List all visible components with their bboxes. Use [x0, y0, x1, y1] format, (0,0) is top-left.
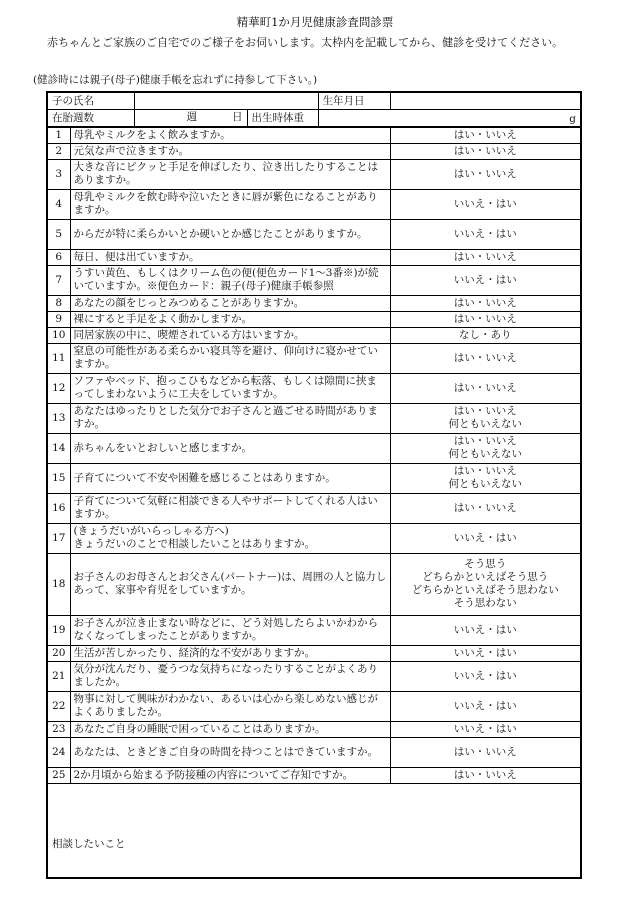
question-number: 7 — [48, 265, 70, 295]
answer-options[interactable]: いいえ・はい — [390, 661, 580, 691]
answer-options[interactable]: はい・いいえ — [390, 767, 580, 783]
question-row — [48, 343, 580, 373]
answer-options[interactable]: はい・いいえ — [390, 295, 580, 311]
questionnaire-table — [48, 93, 580, 832]
question-number: 14 — [48, 433, 70, 463]
consult-field[interactable] — [48, 783, 580, 832]
question-number: 13 — [48, 403, 70, 433]
gestation-label: 在胎週数 — [48, 110, 134, 128]
question-number: 1 — [48, 127, 70, 143]
question-number: 19 — [48, 615, 70, 645]
question-text: 2か月頃から始まる予防接種の内容についてご存知ですか。 — [70, 767, 390, 783]
question-number: 18 — [48, 553, 70, 615]
child-name-row — [48, 93, 580, 110]
question-text: 子育てについて不安や困難を感じることはありますか。 — [70, 463, 390, 493]
answer-options[interactable]: はい・いいえ — [390, 311, 580, 327]
answer-options[interactable]: いいえ・はい — [390, 691, 580, 721]
child-name-label: 子の氏名 — [48, 93, 134, 110]
question-text: 気分が沈んだり、憂うつな気持ちになったりすることがよくありましたか。 — [70, 661, 390, 691]
consult-row — [48, 783, 580, 832]
question-text: 毎日、便は出ていますか。 — [70, 249, 390, 265]
question-row — [48, 523, 580, 553]
answer-options[interactable]: いいえ・はい — [390, 189, 580, 219]
form-frame — [46, 91, 582, 879]
question-number: 23 — [48, 721, 70, 737]
answer-options[interactable]: はい・いいえ — [390, 143, 580, 159]
question-number: 6 — [48, 249, 70, 265]
answer-options[interactable]: はい・いいえ — [390, 343, 580, 373]
birth-weight-field[interactable] — [318, 110, 580, 128]
question-number: 10 — [48, 327, 70, 343]
answer-options[interactable]: いいえ・はい — [390, 265, 580, 295]
question-row — [48, 327, 580, 343]
answer-options[interactable]: いいえ・はい — [390, 615, 580, 645]
question-text: 母乳やミルクを飲む時や泣いたときに唇が紫色になることがありますか。 — [70, 189, 390, 219]
question-text: 子育てについて気軽に相談できる人やサポートしてくれる人はいますか。 — [70, 493, 390, 523]
answer-options[interactable]: はい・いいえ — [390, 373, 580, 403]
question-text: 元気な声で泣きますか。 — [70, 143, 390, 159]
question-row — [48, 249, 580, 265]
question-row — [48, 661, 580, 691]
question-text: お子さんのお母さんとお父さん(パートナー)は、周囲の人と協力しあって、家事や育児をしていますか。 — [70, 553, 390, 615]
question-text: 裸にすると手足をよく動かしますか。 — [70, 311, 390, 327]
question-text: 生活が苦しかったり、経済的な不安がありますか。 — [70, 645, 390, 661]
gestation-field[interactable] — [134, 110, 247, 128]
question-row — [48, 433, 580, 463]
question-number: 4 — [48, 189, 70, 219]
question-number: 9 — [48, 311, 70, 327]
question-text: あなたの顔をじっとみつめることがありますか。 — [70, 295, 390, 311]
question-number: 21 — [48, 661, 70, 691]
question-row — [48, 691, 580, 721]
question-row — [48, 189, 580, 219]
answer-options[interactable]: はい・いいえ — [390, 127, 580, 143]
question-row — [48, 295, 580, 311]
question-text: (きょうだいがいらっしゃる方へ) きょうだいのことで相談したいことはありますか。 — [70, 523, 390, 553]
answer-options[interactable]: いいえ・はい — [390, 721, 580, 737]
answer-options[interactable]: なし・あり — [390, 327, 580, 343]
answer-options[interactable]: そう思う どちらかといえばそう思う どちらかといえばそう思わない そう思わない — [390, 553, 580, 615]
question-number: 16 — [48, 493, 70, 523]
gestation-row — [48, 110, 580, 128]
question-row — [48, 373, 580, 403]
question-text: 母乳やミルクをよく飲みますか。 — [70, 127, 390, 143]
answer-options[interactable]: はい・いいえ 何ともいえない — [390, 403, 580, 433]
question-row — [48, 127, 580, 143]
intro-text: 赤ちゃんとご家族のご自宅でのご様子をお伺いします。太枠内を記載してから、健診を受けてください。 — [47, 36, 564, 49]
answer-options[interactable]: はい・いいえ 何ともいえない — [390, 463, 580, 493]
weight-unit: g — [569, 113, 576, 125]
child-name-field[interactable] — [134, 93, 318, 110]
question-row — [48, 311, 580, 327]
question-text: お子さんが泣き止まない時などに、どう対処したらよいかわからなくなってしまったことがありますか。 — [70, 615, 390, 645]
reminder-note: (健診時には親子(母子)健康手帳を忘れずに持参して下さい。) — [33, 74, 318, 86]
question-text: ソファやベッド、抱っこひもなどから転落、もしくは隙間に挟まってしまわないように工夫をしていますか。 — [70, 373, 390, 403]
question-text: からだが特に柔らかいとか硬いとか感じたことがありますか。 — [70, 219, 390, 249]
answer-options[interactable]: はい・いいえ — [390, 737, 580, 767]
answer-options[interactable]: はい・いいえ 何ともいえない — [390, 433, 580, 463]
question-text: うすい黄色、もしくはクリーム色の便(便色カード1〜3番※)が続いていますか。※便色カード：親子(母子)健康手帳参照 — [70, 265, 390, 295]
question-number: 22 — [48, 691, 70, 721]
question-row — [48, 493, 580, 523]
page-title: 精華町1か月児健康診査問診票 — [236, 15, 394, 29]
question-number: 5 — [48, 219, 70, 249]
question-number: 24 — [48, 737, 70, 767]
question-text: 物事に対して興味がわかない、あるいは心から楽しめない感じがよくありましたか。 — [70, 691, 390, 721]
question-number: 3 — [48, 159, 70, 189]
answer-options[interactable]: はい・いいえ — [390, 159, 580, 189]
question-row — [48, 737, 580, 767]
question-text: 赤ちゃんをいとおしいと感じますか。 — [70, 433, 390, 463]
answer-options[interactable]: いいえ・はい — [390, 219, 580, 249]
question-text: あなたご自身の睡眠で困っていることはありますか。 — [70, 721, 390, 737]
question-row — [48, 159, 580, 189]
birthdate-label: 生年月日 — [318, 93, 390, 110]
question-text: 同居家族の中に、喫煙されている方はいますか。 — [70, 327, 390, 343]
question-row — [48, 721, 580, 737]
question-number: 25 — [48, 767, 70, 783]
birth-weight-label: 出生時体重 — [247, 110, 318, 128]
day-unit: 日 — [232, 111, 243, 123]
question-row — [48, 553, 580, 615]
answer-options[interactable]: はい・いいえ — [390, 249, 580, 265]
question-row — [48, 767, 580, 783]
question-number: 17 — [48, 523, 70, 553]
question-text: 大きな音にピクッと手足を伸ばしたり、泣き出したりすることはありますか。 — [70, 159, 390, 189]
birthdate-field[interactable] — [390, 93, 580, 110]
question-row — [48, 403, 580, 433]
question-text: あなたは、ときどきご自身の時間を持つことはできていますか。 — [70, 737, 390, 767]
question-number: 12 — [48, 373, 70, 403]
question-text: 窒息の可能性がある柔らかい寝具等を避け、仰向けに寝かせていますか。 — [70, 343, 390, 373]
question-row — [48, 219, 580, 249]
answer-options[interactable]: はい・いいえ — [390, 493, 580, 523]
question-number: 15 — [48, 463, 70, 493]
answer-options[interactable]: いいえ・はい — [390, 523, 580, 553]
question-number: 8 — [48, 295, 70, 311]
question-text: あなたはゆったりとした気分でお子さんと過ごせる時間がありますか。 — [70, 403, 390, 433]
question-number: 2 — [48, 143, 70, 159]
question-number: 11 — [48, 343, 70, 373]
week-unit: 週 — [186, 111, 197, 123]
question-number: 20 — [48, 645, 70, 661]
question-row — [48, 265, 580, 295]
consult-label: 相談したいこと — [52, 838, 126, 850]
question-row — [48, 645, 580, 661]
question-row — [48, 615, 580, 645]
answer-options[interactable]: いいえ・はい — [390, 645, 580, 661]
question-row — [48, 463, 580, 493]
question-row — [48, 143, 580, 159]
